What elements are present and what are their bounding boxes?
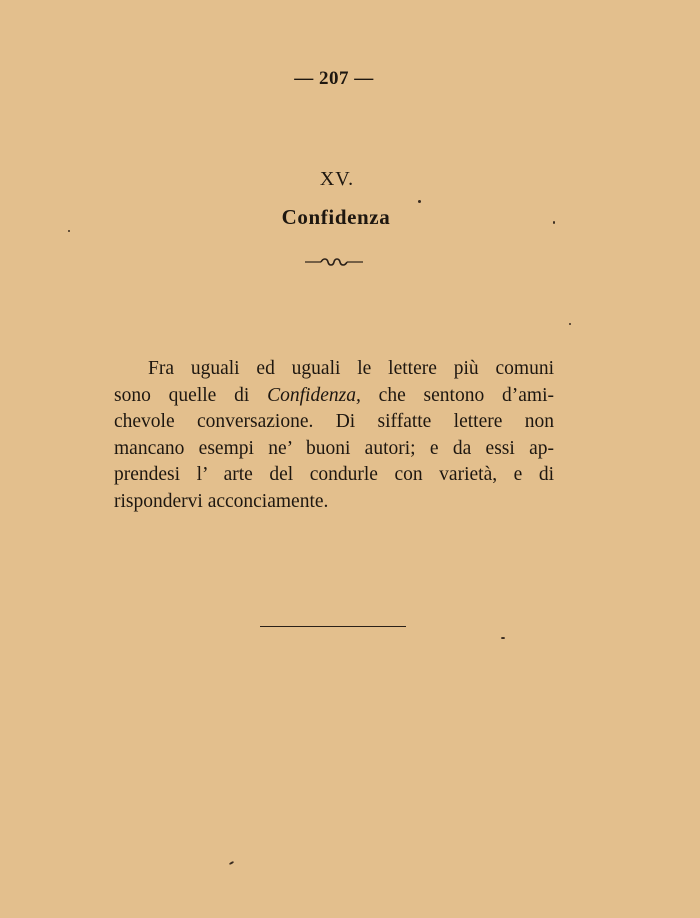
paper-speck <box>418 200 421 203</box>
paragraph-line: chevole conversazione. Di siffatte lettere non <box>114 411 554 432</box>
paper-speck <box>68 230 70 232</box>
swirl-ornament-icon <box>303 255 365 269</box>
paragraph-line <box>114 383 554 410</box>
paper-speck <box>553 221 555 224</box>
emphasized-term: Confidenza, <box>267 384 361 406</box>
body-paragraph <box>114 356 554 515</box>
page-number: — 207 — <box>294 68 374 89</box>
paragraph-text: che sentono d’ami- <box>360 384 555 406</box>
paper-speck <box>569 323 571 325</box>
horizontal-rule <box>260 626 406 627</box>
section-number: XV. <box>319 168 355 190</box>
paragraph-line: rispondervi acconciamente. <box>114 490 329 512</box>
paragraph-text: sono quelle di <box>114 384 268 406</box>
section-title: Confidenza <box>281 205 391 229</box>
paragraph-line: Fra uguali ed uguali le lettere più comuni <box>148 358 554 379</box>
paragraph-line: mancano esempi ne’ buoni autori; e da essi ap- <box>114 437 554 459</box>
paragraph-line: prendesi l’ arte del condurle con varietà, e di <box>114 464 554 485</box>
paper-speck <box>229 861 234 865</box>
paper-speck <box>501 637 505 639</box>
